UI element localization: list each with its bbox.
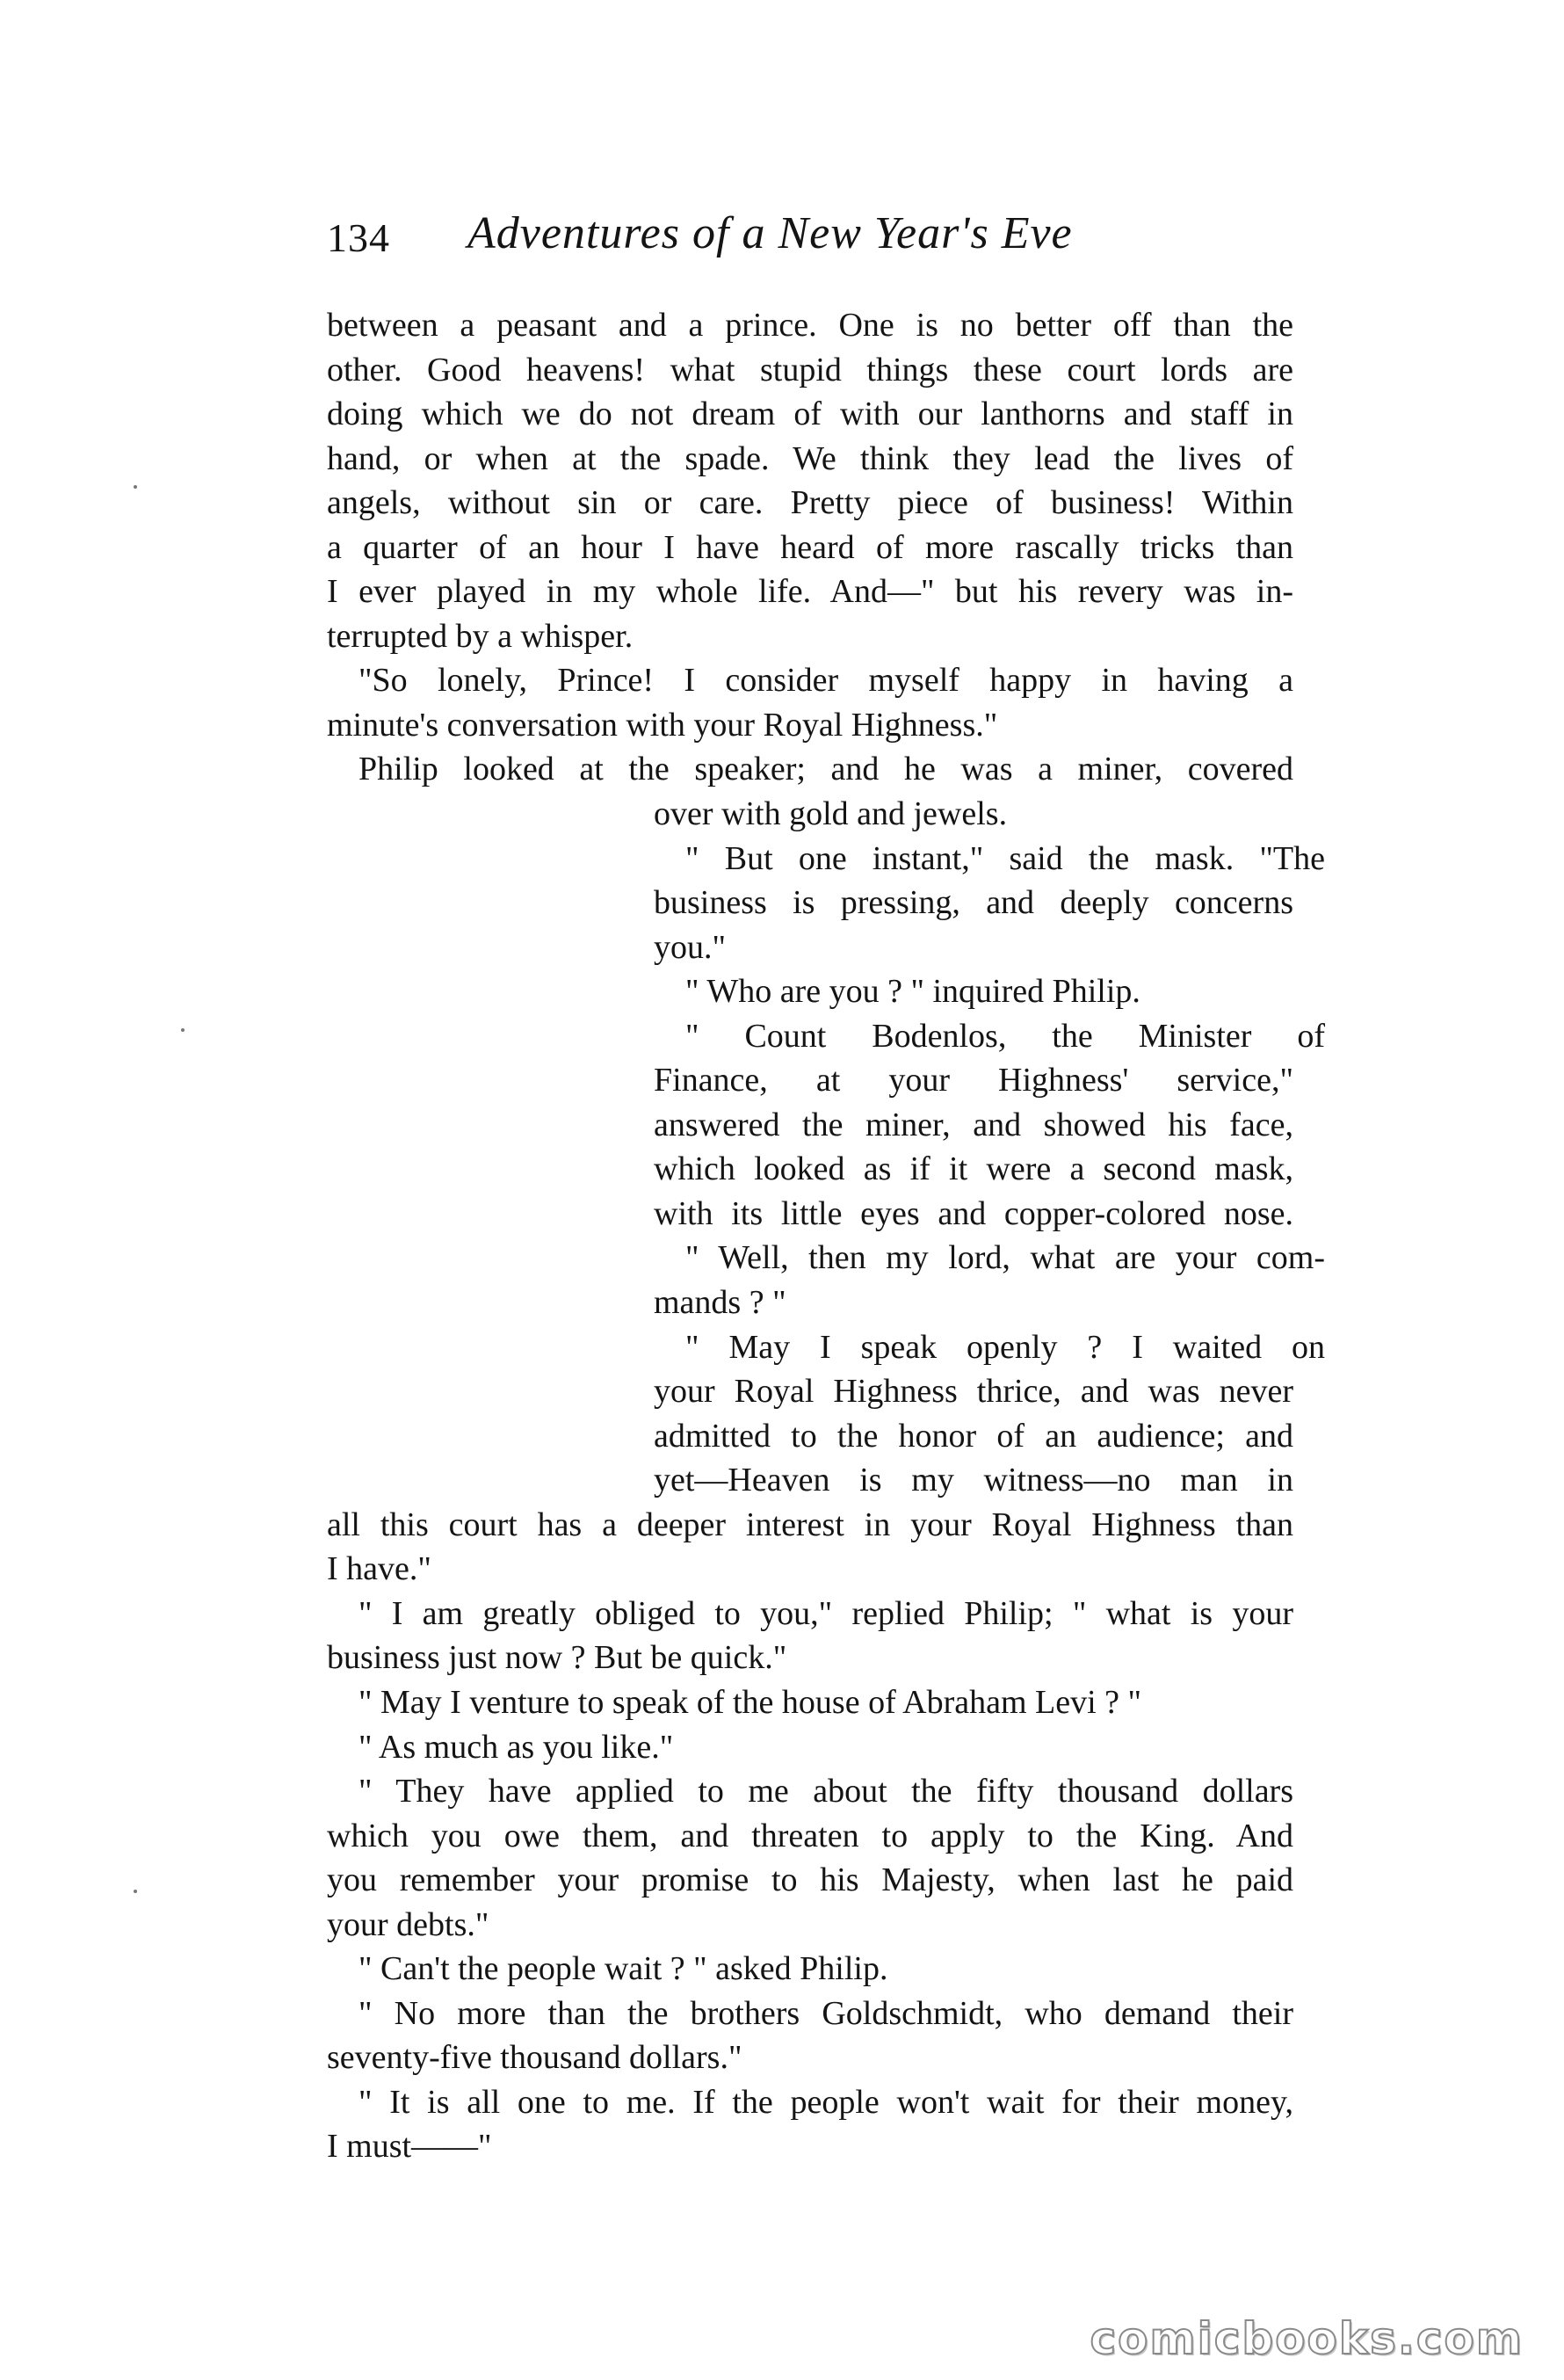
text-line: " They have applied to me about the fifty thousand dollars xyxy=(358,1773,1293,1810)
text-line: " Well, then my lord, what are your com- xyxy=(685,1239,1325,1277)
text-line: you remember your promise to his Majesty, when last he paid xyxy=(327,1861,1293,1899)
text-line: Philip looked at the speaker; and he was a miner, covered xyxy=(358,751,1293,788)
text-line: other. Good heavens! what stupid things these court lords are xyxy=(327,351,1293,388)
scan-speck xyxy=(134,485,137,489)
text-line: admitted to the honor of an audience; and xyxy=(654,1417,1293,1455)
illustration-wrap-column xyxy=(654,792,1325,1503)
text-line: you." xyxy=(654,928,727,966)
text-line: I must——" xyxy=(327,2128,492,2166)
text-line: between a peasant and a prince. One is no better off than the xyxy=(327,307,1293,344)
watermark-logo: comicbooks.com xyxy=(1090,2313,1524,2364)
text-line: your debts." xyxy=(327,1905,489,1943)
scan-speck xyxy=(134,1890,137,1893)
text-line: mands ? " xyxy=(654,1284,786,1322)
text-line: business is pressing, and deeply concerns xyxy=(654,884,1293,922)
text-line: " May I speak openly ? I waited on xyxy=(685,1328,1325,1366)
text-line: doing which we do not dream of with our lanthorns and staff in xyxy=(327,395,1293,433)
page-number: 134 xyxy=(327,215,390,260)
text-line: terrupted by a whisper. xyxy=(327,617,634,655)
text-line: minute's conversation with your Royal Highness." xyxy=(327,706,998,744)
text-line: " As much as you like." xyxy=(358,1728,674,1766)
text-line: all this court has a deeper interest in your Royal Highness than xyxy=(327,1506,1293,1543)
text-line: over with gold and jewels. xyxy=(654,795,1008,833)
scan-speck xyxy=(181,1028,185,1032)
running-title: Adventures of a New Year's Eve xyxy=(467,208,1073,258)
text-line: which looked as if it were a second mask, xyxy=(654,1150,1293,1188)
text-line: with its little eyes and copper-colored nose. xyxy=(654,1194,1293,1232)
text-line: " It is all one to me. If the people won't wait for their money, xyxy=(358,2083,1293,2121)
text-line: hand, or when at the spade. We think they lead the lives of xyxy=(327,439,1293,477)
text-line: a quarter of an hour I have heard of more rascally tricks than xyxy=(327,528,1293,566)
text-line: " I am greatly obliged to you," replied Philip; " what is your xyxy=(358,1594,1293,1632)
text-line: " May I venture to speak of the house of Abraham Levi ? " xyxy=(358,1683,1142,1721)
text-line: " Count Bodenlos, the Minister of xyxy=(685,1017,1325,1055)
text-line: "So lonely, Prince! I consider myself happy in having a xyxy=(358,662,1293,700)
text-line: angels, without sin or care. Pretty piece of business! Within xyxy=(327,484,1293,522)
text-line: business just now ? But be quick." xyxy=(327,1639,787,1677)
running-header xyxy=(327,204,1293,274)
body-text xyxy=(327,303,1325,2169)
text-line: Finance, at your Highness' service," xyxy=(654,1062,1293,1099)
text-line: yet—Heaven is my witness—no man in xyxy=(654,1462,1293,1499)
text-line: answered the miner, and showed his face, xyxy=(654,1106,1293,1143)
text-line: I ever played in my whole life. And—" but his revery was in- xyxy=(327,573,1293,611)
text-line: " Can't the people wait ? " asked Philip. xyxy=(358,1950,888,1988)
text-line: " No more than the brothers Goldschmidt, who demand their xyxy=(358,1994,1293,2032)
text-line: which you owe them, and threaten to apply to the King. And xyxy=(327,1817,1293,1854)
text-line: " But one instant," said the mask. "The xyxy=(685,839,1325,877)
text-line: your Royal Highness thrice, and was never xyxy=(654,1373,1293,1411)
text-line: I have." xyxy=(327,1550,431,1588)
text-line: " Who are you ? " inquired Philip. xyxy=(685,973,1140,1011)
text-line: seventy-five thousand dollars." xyxy=(327,2039,742,2077)
